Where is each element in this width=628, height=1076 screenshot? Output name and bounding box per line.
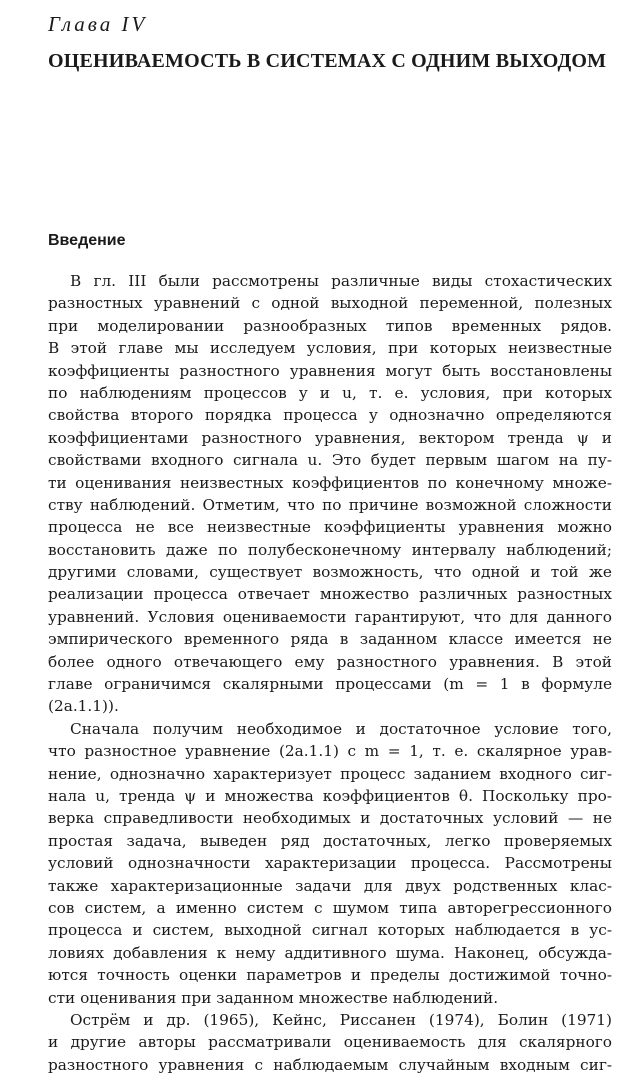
text-line: другими словами, существует возможность, что одной и той же xyxy=(48,563,612,582)
text-line: что разностное уравнение (2a.1.1) с m = 1, т. е. скалярное урав- xyxy=(48,742,612,761)
text-line: ловиях добавления к нему аддитивного шума. Наконец, обсужда- xyxy=(48,943,612,962)
text-line: Сначала получим необходимое и достаточное условие того, xyxy=(70,719,612,738)
text-line: разностного уравнения с наблюдаемым случайным входным сиг- xyxy=(48,1055,612,1074)
text-line: (2a.1.1)). xyxy=(48,697,119,716)
text-line: условий однозначности характеризации процесса. Рассмотрены xyxy=(48,854,612,873)
text-line: свойства второго порядка процесса y однозначно определяются xyxy=(48,406,612,425)
text-line: верка справедливости необходимых и достаточных условий — не xyxy=(48,809,612,828)
text-line: сов систем, а именно систем с шумом типа авторегрессионного xyxy=(48,898,612,917)
text-line: простая задача, выведен ряд достаточных, легко проверяемых xyxy=(48,831,612,850)
text-line: главе ограничимся скалярными процессами (m = 1 в формуле xyxy=(48,675,612,694)
section-heading: Введение xyxy=(48,232,126,249)
text-line: уравнений. Условия оцениваемости гарантируют, что для данного xyxy=(48,607,612,626)
text-line: ству наблюдений. Отметим, что по причине возможной сложности xyxy=(48,495,612,514)
text-line: коэффициентами разностного уравнения, вектором тренда ψ и xyxy=(48,428,612,447)
text-line: В этой главе мы исследуем условия, при которых неизвестные xyxy=(48,339,612,358)
text-line: нение, однозначно характеризует процесс заданием входного сиг- xyxy=(48,764,612,783)
chapter-label: Глава IV xyxy=(48,12,148,36)
text-line: В гл. III были рассмотрены различные виды стохастических xyxy=(70,272,612,290)
text-line: по наблюдениям процессов y и u, т. е. условия, при которых xyxy=(48,383,612,402)
text-line: и другие авторы рассматривали оцениваемость для скалярного xyxy=(48,1033,612,1052)
text-line: ются точность оценки параметров и пределы достижимой точно- xyxy=(48,966,612,985)
text-line: разностных уравнений с одной выходной переменной, полезных xyxy=(48,294,612,313)
text-line: реализации процесса отвечает множество различных разностных xyxy=(48,585,612,604)
text-line: свойствами входного сигнала u. Это будет первым шагом на пу- xyxy=(48,451,612,470)
text-line: также характеризационные задачи для двух родственных клас- xyxy=(48,876,612,895)
text-line: коэффициенты разностного уравнения могут быть восстановлены xyxy=(48,361,612,380)
text-line: ти оценивания неизвестных коэффициентов по конечному множе- xyxy=(48,473,612,492)
text-line: эмпирического временного ряда в заданном классе имеется не xyxy=(48,630,612,649)
text-line: при моделировании разнообразных типов временных рядов. xyxy=(48,316,612,335)
text-line: Острём и др. (1965), Кейнс, Риссанен (1974), Болин (1971) xyxy=(70,1010,612,1029)
text-line: сти оценивания при заданном множестве наблюдений. xyxy=(48,988,499,1007)
text-line: процесса не все неизвестные коэффициенты уравнения можно xyxy=(48,518,612,537)
text-line: нала u, тренда ψ и множества коэффициентов θ. Поскольку про- xyxy=(48,786,612,805)
text-line: восстановить даже по полубесконечному интервалу наблюдений; xyxy=(48,540,612,559)
text-line: процесса и систем, выходной сигнал которых наблюдается в ус- xyxy=(48,921,612,940)
text-line: более одного отвечающего ему разностного уравнения. В этой xyxy=(48,652,612,671)
body-text xyxy=(48,270,612,1076)
chapter-title: ОЦЕНИВАЕМОСТЬ В СИСТЕМАХ С ОДНИМ ВЫХОДОМ xyxy=(48,50,607,72)
